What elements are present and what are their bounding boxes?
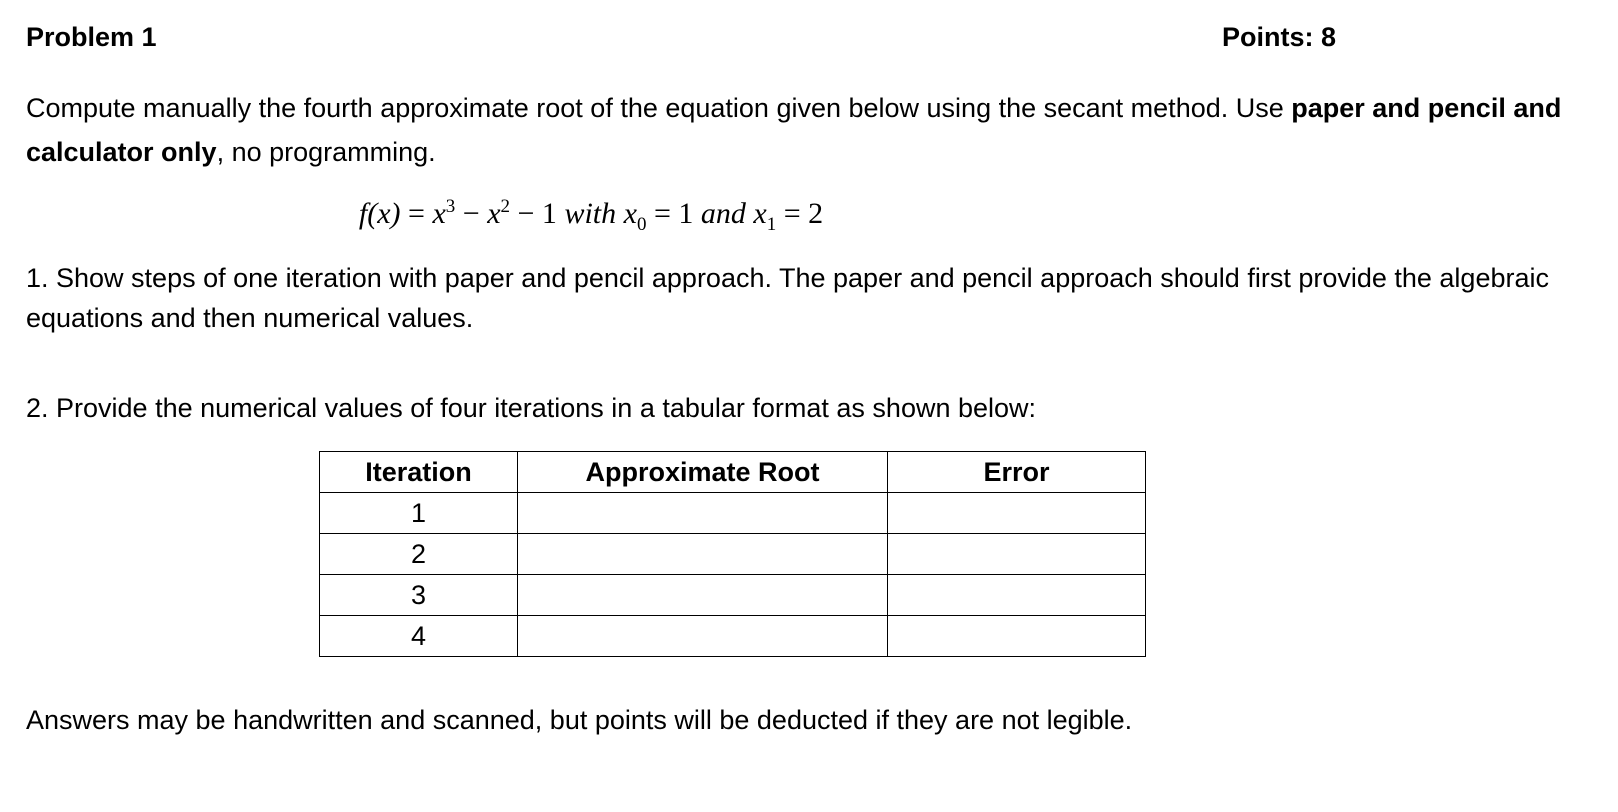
table-header-row: [320, 452, 1146, 493]
error-cell: [888, 616, 1146, 657]
table-row: [320, 534, 1146, 575]
equation-x0-value: = 1: [646, 197, 701, 230]
equation-with-word: with: [564, 197, 617, 230]
equation-x1-base: x: [753, 197, 767, 230]
table-row: [320, 493, 1146, 534]
error-cell: [888, 534, 1146, 575]
equation-exponent-2: 2: [500, 196, 511, 217]
equation-exponent-3: 3: [445, 196, 456, 217]
root-cell: [518, 534, 888, 575]
points-label: Points: 8: [1222, 22, 1337, 52]
equation-x1-value: = 2: [776, 197, 824, 230]
table-row: [320, 616, 1146, 657]
table-row: [320, 575, 1146, 616]
equation-x-squared-base: x: [487, 197, 501, 230]
problem-title: Problem 1: [26, 22, 157, 52]
problem-intro: [26, 86, 1586, 174]
intro-text-part1: Compute manually the fourth approximate root of the equation given below using the secant method. Use: [26, 93, 1292, 123]
root-cell: [518, 616, 888, 657]
iteration-cell: 4: [320, 616, 518, 657]
header-error: Error: [888, 452, 1146, 493]
header-iteration: Iteration: [320, 452, 518, 493]
question-2: 2. Provide the numerical values of four iterations in a tabular format as shown below:: [26, 393, 1037, 423]
root-cell: [518, 575, 888, 616]
equation-and-word: and: [700, 197, 746, 230]
equation: [26, 196, 1156, 236]
iteration-cell: 3: [320, 575, 518, 616]
equation-x0-base: x: [623, 197, 637, 230]
root-cell: [518, 493, 888, 534]
error-cell: [888, 575, 1146, 616]
header-approximate-root: Approximate Root: [518, 452, 888, 493]
equation-minus: −: [455, 197, 488, 230]
problem-page: [26, 0, 1592, 812]
iteration-cell: 2: [320, 534, 518, 575]
problem-header: [26, 22, 1346, 58]
intro-bold-text: paper and pencil and calculator only: [26, 93, 1562, 167]
equation-x-cubed-base: x: [432, 197, 446, 230]
equation-x1-subscript: 1: [766, 214, 777, 235]
iteration-table: [319, 451, 1146, 657]
equation-lhs: f(x): [358, 197, 401, 230]
error-cell: [888, 493, 1146, 534]
intro-text-part2: , no programming.: [216, 137, 436, 167]
equation-x0-subscript: 0: [636, 214, 647, 235]
question-1: 1. Show steps of one iteration with paper and pencil approach. The paper and pencil approach should first provide the algebraic equations and then numerical values.: [26, 263, 1549, 333]
equation-minus-one: − 1: [510, 197, 565, 230]
footer-note: Answers may be handwritten and scanned, but points will be deducted if they are not legible.: [26, 705, 1133, 735]
equation-equals: =: [400, 197, 433, 230]
iteration-cell: 1: [320, 493, 518, 534]
